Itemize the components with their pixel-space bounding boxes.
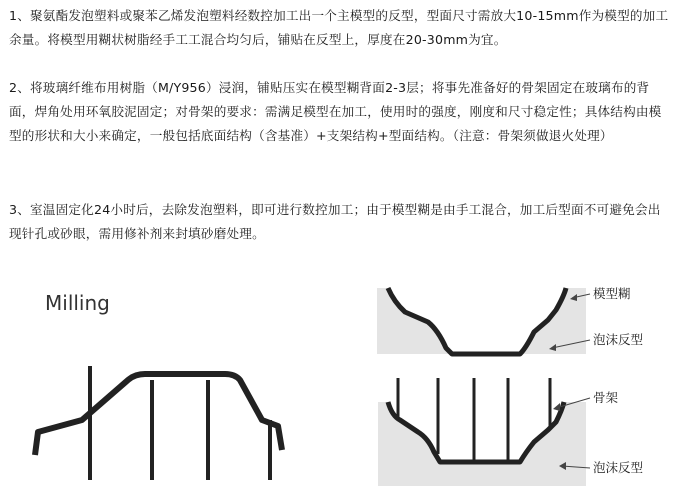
model-shell-outline [35,374,282,455]
paragraph-step-1: 1、聚氨酯发泡塑料或聚苯乙烯发泡塑料经数控加工出一个主模型的反型，型面尺寸需放大10-15mm作为模型的加工余量。将模型用糊状树脂经手工工混合均匀后，铺贴在反型上，厚度在20-30mm为宜。 [9,8,669,47]
milling-title: Milling [45,291,110,315]
paragraph-step-3: 3、室温固定化24小时后，去除发泡塑料，即可进行数控加工；由于模型糊是由手工混合，加工后型面不可避免会出现针孔或砂眼，需用修补剂来封填砂磨处理。 [9,202,661,241]
label-model-paste: 模型糊 [593,286,631,301]
paragraph-step-2: 2、将玻璃纤维布用树脂（M/Y956）浸润，铺贴压实在模型糊背面2-3层；将事先准备好的骨架固定在玻璃布的背面，焊角处用环氧胶泥固定；对骨架的要求：需满足模型在加工，使用时的强度，刚度和尺寸稳定性；具体结构由模型的形状和大小来确定，一般包括底面结构（含基准）+支架结构+型面结构。（注意：骨架须做退火处理） [9,80,662,143]
milling-diagram [20,280,320,480]
top-foam-block [378,288,586,354]
bottom-foam-block [378,402,586,486]
mold-cross-section-diagram [350,282,670,486]
label-foam-reverse-bottom: 泡沫反型 [593,460,644,475]
label-foam-reverse-top: 泡沫反型 [593,332,644,347]
label-skeleton: 骨架 [593,390,619,405]
